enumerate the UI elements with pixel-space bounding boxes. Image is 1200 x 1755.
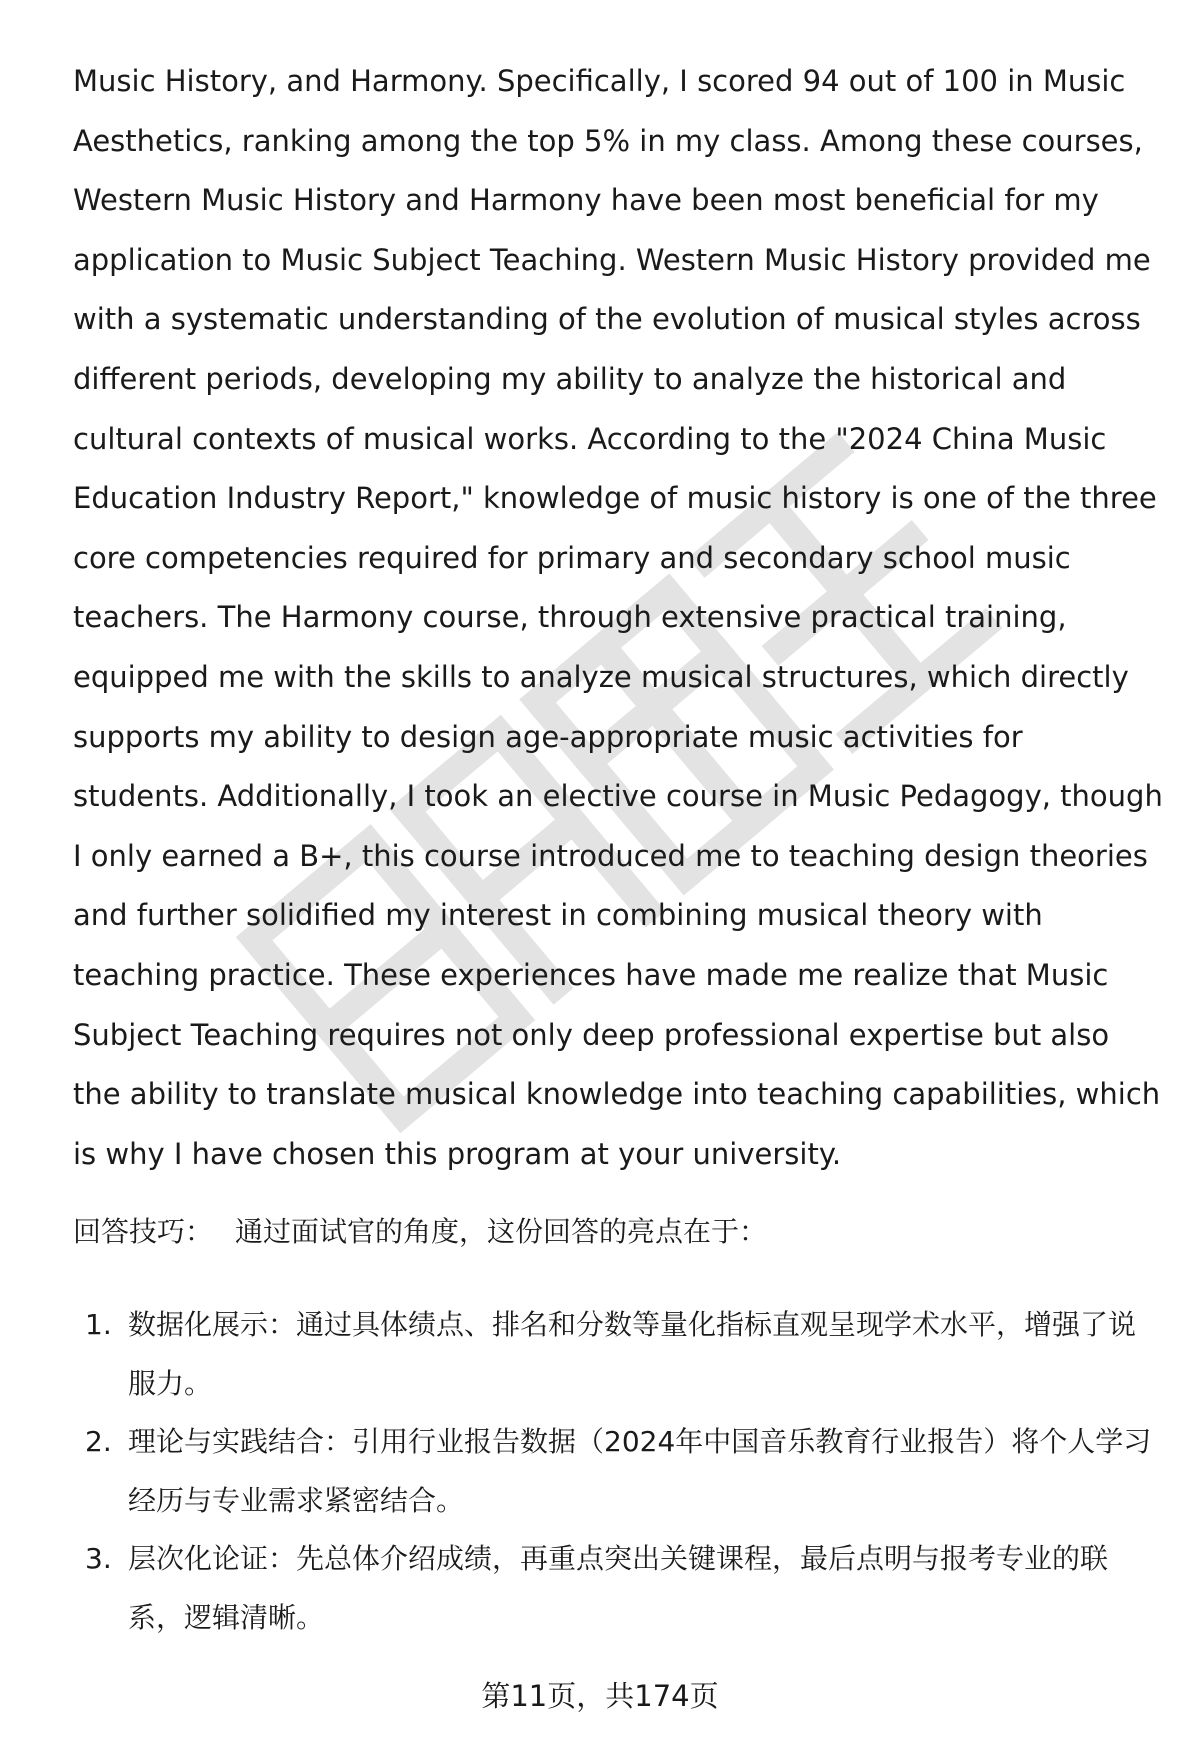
- essay-paragraph: Music History, and Harmony. Specifically, I scored 94 out of 100 in Music Aesthetics, ranking among the top 5% in my class. Among these courses, Western Music History and Harmony have been most beneficial for my application to Music Subject Teaching. Western Music History provided me with a systematic understanding of the evolution of musical styles across different periods, developing my ability to analyze the historical and cultural contexts of musical works. According to the "2024 China Music Education Industry Report," knowledge of music history is one of the three core competencies required for primary and secondary school music teachers. The Harmony course, through extensive practical training, equipped me with the skills to analyze musical structures, which directly supports my ability to design age-appropriate music activities for students. Additionally, I took an elective course in Music Pedagogy, though I only earned a B+, this course introduced me to teaching design theories and further solidified my interest in combining musical theory with teaching practice. These experiences have made me realize that Music Subject Teaching requires not only deep professional expertise but also the ability to translate musical knowledge into teaching capabilities, which is why I have chosen this program at your university.: [73, 64, 1163, 1171]
- list-item-text: 理论与实践结合：引用行业报告数据（2024年中国音乐教育行业报告）将个人学习经历与专业需求紧密结合。: [128, 1425, 1152, 1517]
- list-item-number: 1.: [85, 1308, 112, 1341]
- list-item-text: 层次化论证：先总体介绍成绩，再重点突出关键课程，最后点明与报考专业的联系，逻辑清晰。: [128, 1542, 1109, 1634]
- tips-heading: [73, 1212, 767, 1252]
- list-item: [73, 1413, 1163, 1530]
- list-item-text: 数据化展示：通过具体绩点、排名和分数等量化指标直观呈现学术水平，增强了说服力。: [128, 1308, 1137, 1400]
- list-item-number: 3.: [85, 1542, 112, 1575]
- tips-label: 回答技巧：: [73, 1215, 214, 1248]
- tips-intro: 通过面试官的角度，这份回答的亮点在于：: [235, 1215, 768, 1248]
- list-item: [73, 1296, 1163, 1413]
- list-item: [73, 1530, 1163, 1647]
- page-number-footer: 第11页，共174页: [481, 1679, 719, 1713]
- tips-list: [73, 1296, 1163, 1647]
- essay-body: [73, 52, 1163, 1184]
- list-item-number: 2.: [85, 1425, 112, 1458]
